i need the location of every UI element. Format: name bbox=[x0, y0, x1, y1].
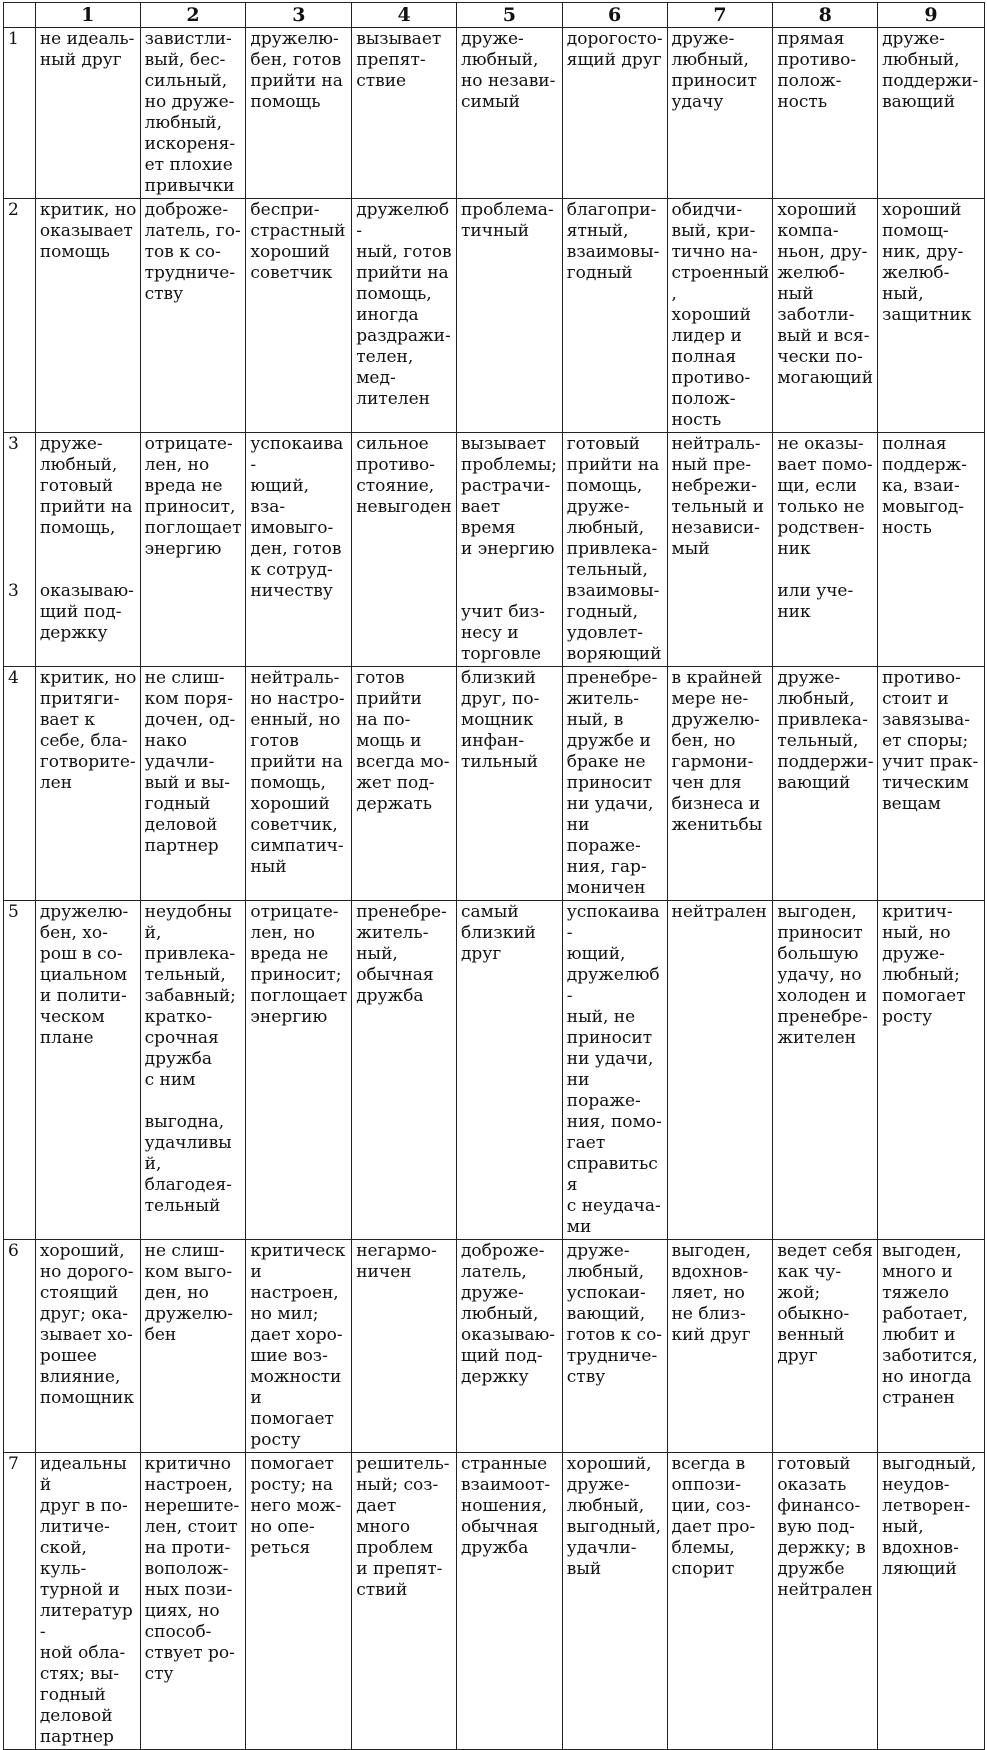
table-cell: негармо- ничен bbox=[352, 1240, 457, 1453]
table-cell: дорогосто- ящий друг bbox=[562, 28, 667, 199]
table-cell: выгодный, неудов- летворен- ный, вдохнов- ляющий bbox=[878, 1453, 985, 1750]
table-cell: нейтраль- но настро- енный, но готов прийти на помощь, хороший советчик, симпатич- ный bbox=[246, 667, 352, 901]
table-cell: хороший, друже- любный, выгодный, удачли- вый bbox=[562, 1453, 667, 1750]
header-cell-7: 7 bbox=[667, 3, 773, 28]
table-cell: хороший компа- ньон, дру- желюб- ный заботли- вый и вся- чески по- могающий bbox=[773, 199, 878, 433]
row-number: 7 bbox=[4, 1453, 36, 1750]
table-cell: завистли- вый, бес- сильный, но друже- любный, искореня- ет плохие привычки bbox=[140, 28, 246, 199]
table-cell: благопри- ятный, взаимовы- годный bbox=[562, 199, 667, 433]
table-cell: вызывает препят- ствие bbox=[352, 28, 457, 199]
header-cell-4: 4 bbox=[352, 3, 457, 28]
table-header bbox=[4, 3, 985, 28]
table-cell: прямая противо- полож- ность bbox=[773, 28, 878, 199]
table-cell: доброже- латель, друже- любный, оказываю- щий под- держку bbox=[456, 1240, 562, 1453]
table-cell: дружелю- бен, хо- рош в со- циальном и полити- ческом плане bbox=[35, 901, 140, 1240]
header-cell-3: 3 bbox=[246, 3, 352, 28]
table-cell: не слиш- ком поря- дочен, од- нако удачли- вый и вы- годный деловой партнер bbox=[140, 667, 246, 901]
table-cell: помогает росту; на него мож- но опе- реться bbox=[246, 1453, 352, 1750]
table-cell: проблема- тичный bbox=[456, 199, 562, 433]
header-cell-5: 5 bbox=[456, 3, 562, 28]
row-number: 2 bbox=[4, 199, 36, 433]
table-cell: друже- любный, приносит удачу bbox=[667, 28, 773, 199]
table-cell: готовый прийти на помощь, друже- любный, привлека- тельный, взаимовы- годный, удовлет- воряющий bbox=[562, 433, 667, 667]
table-cell: сильное противо- стояние, невыгоден bbox=[352, 433, 457, 667]
table-row bbox=[4, 901, 985, 1240]
table-cell: критически настроен, но мил; дает хоро- шие воз- можности и помогает росту bbox=[246, 1240, 352, 1453]
table-cell: критично настроен, нерешите- лен, стоит на проти- вополож- ных пози- циях, но способ- ствует ро- сту bbox=[140, 1453, 246, 1750]
table-cell: отрицате- лен, но вреда не приносит; поглощает энергию bbox=[246, 901, 352, 1240]
table-cell: нейтраль- ный пре- небрежи- тельный и независи- мый bbox=[667, 433, 773, 667]
header-row bbox=[4, 3, 985, 28]
table-cell: дружелю- бен, готов прийти на помощь bbox=[246, 28, 352, 199]
row-number: 3 3 bbox=[4, 433, 36, 667]
table-cell: выгоден, вдохнов- ляет, но не близ- кий друг bbox=[667, 1240, 773, 1453]
table-cell: друже- любный, привлека- тельный, поддержи- вающий bbox=[773, 667, 878, 901]
table-cell: в крайней мере не- дружелю- бен, но гармони- чен для бизнеса и женитьбы bbox=[667, 667, 773, 901]
table-cell: идеальный друг в по- литиче- ской, куль- турной и литератур- ной обла- стях; вы- годный деловой партнер bbox=[35, 1453, 140, 1750]
table-cell: хороший помощ- ник, дру- желюб- ный, защитник bbox=[878, 199, 985, 433]
table-cell: готовый оказать финансо- вую под- держку; в дружбе нейтрален bbox=[773, 1453, 878, 1750]
table-cell: неудобный, привлека- тельный, забавный; кратко- срочная дружба с ним выгодна, удачливый, благодея- тельный bbox=[140, 901, 246, 1240]
table-cell: отрицате- лен, но вреда не приносит, поглощает энергию bbox=[140, 433, 246, 667]
table-row bbox=[4, 199, 985, 433]
table-row bbox=[4, 667, 985, 901]
table-cell: критик, но оказывает помощь bbox=[35, 199, 140, 433]
table-cell: пренебре- житель- ный, в дружбе и браке не приносит ни удачи, ни пораже- ния, гар- моничен bbox=[562, 667, 667, 901]
compatibility-table bbox=[3, 2, 985, 1750]
table-cell: пренебре- житель- ный, обычная дружба bbox=[352, 901, 457, 1240]
table-cell: дружелюб- ный, готов прийти на помощь, иногда раздражи- телен, мед- лителен bbox=[352, 199, 457, 433]
table-cell: успокаива- ющий, дружелюб- ный, не приносит ни удачи, ни пораже- ния, помо- гает справиться с неудача- ми bbox=[562, 901, 667, 1240]
table-cell: всегда в оппози- ции, соз- дает про- блемы, спорит bbox=[667, 1453, 773, 1750]
table-cell: готов прийти на по- мощь и всегда мо- жет под- держать bbox=[352, 667, 457, 901]
table-cell: не слиш- ком выго- ден, но дружелю- бен bbox=[140, 1240, 246, 1453]
header-cell-1: 1 bbox=[35, 3, 140, 28]
table-cell: противо- стоит и завязыва- ет споры; учит прак- тическим вещам bbox=[878, 667, 985, 901]
table-cell: друже- любный, готовый прийти на помощь, оказываю- щий под- держку bbox=[35, 433, 140, 667]
table-cell: нейтрален bbox=[667, 901, 773, 1240]
row-number: 4 bbox=[4, 667, 36, 901]
table-cell: самый близкий друг bbox=[456, 901, 562, 1240]
table-cell: ведет себя как чу- жой; обыкно- венный друг bbox=[773, 1240, 878, 1453]
row-number: 6 bbox=[4, 1240, 36, 1453]
row-number: 1 bbox=[4, 28, 36, 199]
table-cell: выгоден, много и тяжело работает, любит и заботится, но иногда странен bbox=[878, 1240, 985, 1453]
table-cell: хороший, но дорого- стоящий друг; ока- зывает хо- рошее влияние, помощник bbox=[35, 1240, 140, 1453]
table-cell: выгоден, приносит большую удачу, но холоден и пренебре- жителен bbox=[773, 901, 878, 1240]
table-cell: полная поддерж- ка, взаи- мовыгод- ность bbox=[878, 433, 985, 667]
header-cell-9: 9 bbox=[878, 3, 985, 28]
table-row bbox=[4, 1240, 985, 1453]
table-cell: странные взаимоот- ношения, обычная дружба bbox=[456, 1453, 562, 1750]
header-cell-6: 6 bbox=[562, 3, 667, 28]
table-cell: друже- любный, успокаи- вающий, готов к со- трудниче- ству bbox=[562, 1240, 667, 1453]
header-cell-8: 8 bbox=[773, 3, 878, 28]
table-cell: критич- ный, но друже- любный; помогает росту bbox=[878, 901, 985, 1240]
row-number: 5 bbox=[4, 901, 36, 1240]
table-cell: обидчи- вый, кри- тично на- строенный, хороший лидер и полная противо- полож- ность bbox=[667, 199, 773, 433]
header-cell-2: 2 bbox=[140, 3, 246, 28]
table-cell: доброже- латель, го- тов к со- трудниче- ству bbox=[140, 199, 246, 433]
header-cell-corner bbox=[4, 3, 36, 28]
table-row bbox=[4, 28, 985, 199]
table-cell: беспри- страстный хороший советчик bbox=[246, 199, 352, 433]
table-cell: друже- любный, поддержи- вающий bbox=[878, 28, 985, 199]
table-row bbox=[4, 433, 985, 667]
table-cell: критик, но притяги- вает к себе, бла- готворите- лен bbox=[35, 667, 140, 901]
table-cell: близкий друг, по- мощник инфан- тильный bbox=[456, 667, 562, 901]
table-cell: вызывает проблемы; растрачи- вает время и энергию учит биз- несу и торговле bbox=[456, 433, 562, 667]
table-cell: успокаива- ющий, вза- имовыго- ден, готов к сотруд- ничеству bbox=[246, 433, 352, 667]
table-body bbox=[4, 28, 985, 1750]
table-cell: не идеаль- ный друг bbox=[35, 28, 140, 199]
table-cell: друже- любный, но незави- симый bbox=[456, 28, 562, 199]
table-cell: решитель- ный; соз- дает много проблем и препят- ствий bbox=[352, 1453, 457, 1750]
table-row bbox=[4, 1453, 985, 1750]
table-cell: не оказы- вает помо- щи, если только не родствен- ник или уче- ник bbox=[773, 433, 878, 667]
